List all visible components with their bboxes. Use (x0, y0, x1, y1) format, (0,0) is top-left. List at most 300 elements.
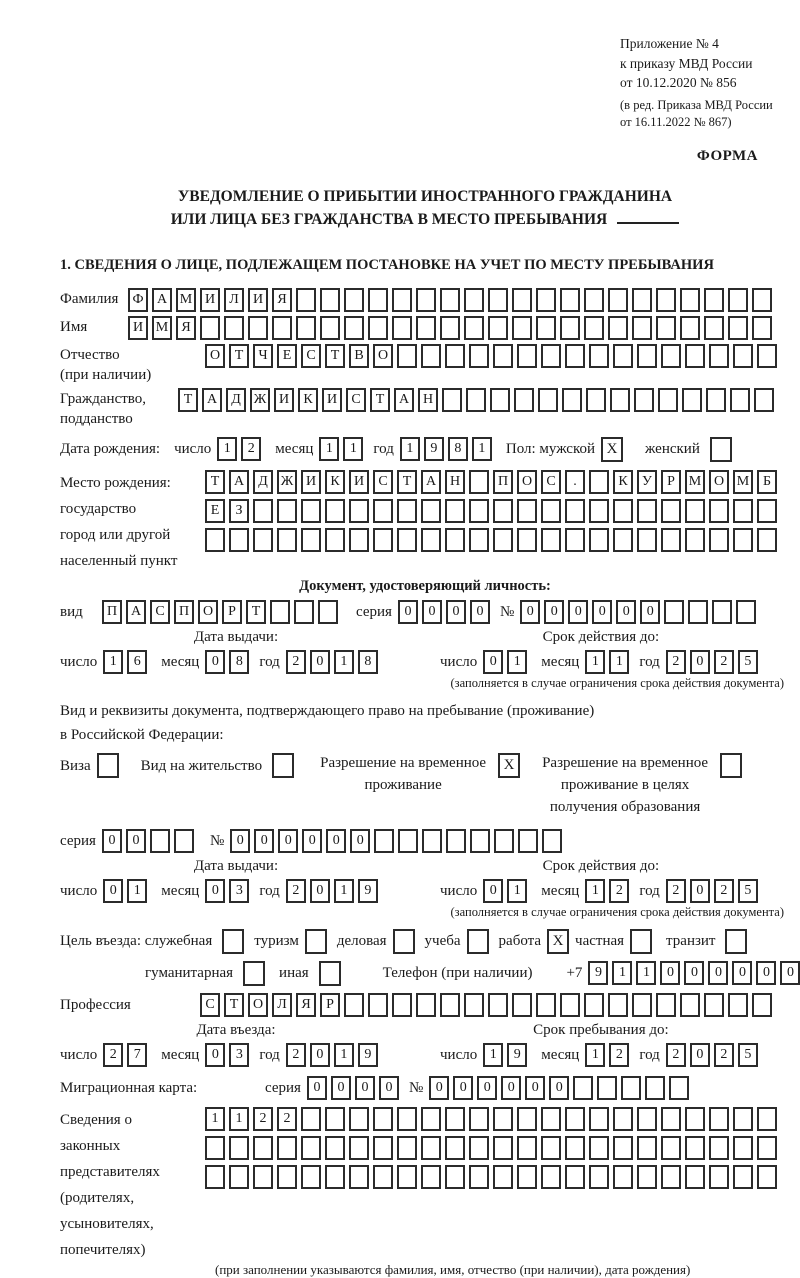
char-cell[interactable] (373, 1107, 393, 1131)
char-cell[interactable]: 7 (127, 1043, 147, 1067)
char-cell[interactable] (517, 1136, 537, 1160)
char-cell[interactable]: М (685, 470, 705, 494)
char-cell[interactable]: 0 (310, 650, 330, 674)
char-cell[interactable] (493, 344, 513, 368)
char-cell[interactable] (586, 388, 606, 412)
char-cell[interactable]: 9 (507, 1043, 527, 1067)
char-cell[interactable]: М (733, 470, 753, 494)
char-cell[interactable] (541, 1107, 561, 1131)
char-cell[interactable]: Ж (250, 388, 270, 412)
char-cell[interactable]: 0 (453, 1076, 473, 1100)
char-cell[interactable]: 0 (302, 829, 322, 853)
char-cell[interactable] (709, 344, 729, 368)
char-cell[interactable] (150, 829, 170, 853)
char-cell[interactable] (440, 993, 460, 1017)
char-cell[interactable] (608, 316, 628, 340)
char-cell[interactable]: Ф (128, 288, 148, 312)
char-cell[interactable] (397, 528, 417, 552)
char-cell[interactable] (709, 499, 729, 523)
char-cell[interactable] (682, 388, 702, 412)
char-cell[interactable] (440, 288, 460, 312)
char-cell[interactable] (512, 316, 532, 340)
checkbox-other-purpose[interactable] (319, 961, 341, 986)
char-cell[interactable]: 0 (230, 829, 250, 853)
char-cell[interactable] (733, 499, 753, 523)
char-cell[interactable] (685, 1107, 705, 1131)
char-cell[interactable] (517, 1107, 537, 1131)
char-cell[interactable]: . (565, 470, 585, 494)
char-cell[interactable]: 3 (229, 879, 249, 903)
char-cell[interactable]: Т (229, 344, 249, 368)
char-cell[interactable]: И (248, 288, 268, 312)
char-cell[interactable] (421, 1107, 441, 1131)
char-cell[interactable] (757, 1165, 777, 1189)
char-cell[interactable]: 0 (102, 829, 122, 853)
checkbox-work[interactable]: X (547, 929, 569, 954)
char-cell[interactable] (373, 1165, 393, 1189)
char-cell[interactable]: 1 (334, 650, 354, 674)
char-cell[interactable] (637, 344, 657, 368)
char-cell[interactable] (632, 993, 652, 1017)
checkbox-temp-residence-education[interactable] (720, 753, 742, 778)
char-cell[interactable] (637, 499, 657, 523)
char-cell[interactable] (685, 499, 705, 523)
char-cell[interactable]: У (637, 470, 657, 494)
char-cell[interactable] (349, 499, 369, 523)
char-cell[interactable]: Ж (277, 470, 297, 494)
char-cell[interactable] (229, 1136, 249, 1160)
char-cell[interactable] (733, 1165, 753, 1189)
char-cell[interactable] (757, 1107, 777, 1131)
char-cell[interactable]: 0 (525, 1076, 545, 1100)
char-cell[interactable] (440, 316, 460, 340)
char-cell[interactable]: 2 (609, 879, 629, 903)
char-cell[interactable] (608, 288, 628, 312)
char-cell[interactable]: И (128, 316, 148, 340)
char-cell[interactable] (669, 1076, 689, 1100)
char-cell[interactable] (517, 344, 537, 368)
checkbox-official[interactable] (222, 929, 244, 954)
char-cell[interactable]: 2 (253, 1107, 273, 1131)
char-cell[interactable]: Я (296, 993, 316, 1017)
char-cell[interactable] (664, 600, 684, 624)
char-cell[interactable]: 0 (310, 879, 330, 903)
char-cell[interactable] (565, 528, 585, 552)
char-cell[interactable] (560, 993, 580, 1017)
char-cell[interactable]: 0 (429, 1076, 449, 1100)
char-cell[interactable] (565, 499, 585, 523)
char-cell[interactable]: Ч (253, 344, 273, 368)
char-cell[interactable]: 0 (520, 600, 540, 624)
char-cell[interactable] (733, 1136, 753, 1160)
char-cell[interactable]: 3 (229, 1043, 249, 1067)
checkbox-tourism[interactable] (305, 929, 327, 954)
char-cell[interactable] (277, 499, 297, 523)
char-cell[interactable] (514, 388, 534, 412)
char-cell[interactable]: 2 (666, 879, 686, 903)
char-cell[interactable] (542, 829, 562, 853)
char-cell[interactable] (325, 1136, 345, 1160)
char-cell[interactable] (205, 1136, 225, 1160)
char-cell[interactable] (349, 1136, 369, 1160)
char-cell[interactable] (318, 600, 338, 624)
char-cell[interactable]: 2 (241, 437, 261, 461)
char-cell[interactable] (680, 316, 700, 340)
char-cell[interactable] (445, 1165, 465, 1189)
char-cell[interactable] (752, 993, 772, 1017)
char-cell[interactable] (229, 528, 249, 552)
char-cell[interactable]: 1 (609, 650, 629, 674)
char-cell[interactable]: 5 (738, 1043, 758, 1067)
char-cell[interactable] (632, 288, 652, 312)
char-cell[interactable] (517, 528, 537, 552)
char-cell[interactable] (445, 1107, 465, 1131)
char-cell[interactable]: 0 (379, 1076, 399, 1100)
char-cell[interactable] (421, 1136, 441, 1160)
char-cell[interactable] (421, 344, 441, 368)
char-cell[interactable] (416, 993, 436, 1017)
char-cell[interactable] (421, 1165, 441, 1189)
char-cell[interactable] (565, 1136, 585, 1160)
char-cell[interactable] (392, 316, 412, 340)
char-cell[interactable] (589, 1107, 609, 1131)
char-cell[interactable]: 2 (286, 1043, 306, 1067)
char-cell[interactable] (469, 1136, 489, 1160)
char-cell[interactable] (374, 829, 394, 853)
char-cell[interactable]: Д (253, 470, 273, 494)
char-cell[interactable]: 0 (422, 600, 442, 624)
char-cell[interactable]: 0 (126, 829, 146, 853)
char-cell[interactable] (589, 1136, 609, 1160)
char-cell[interactable] (565, 344, 585, 368)
char-cell[interactable] (613, 528, 633, 552)
char-cell[interactable] (704, 288, 724, 312)
char-cell[interactable]: 1 (103, 650, 123, 674)
char-cell[interactable] (752, 288, 772, 312)
char-cell[interactable]: 8 (358, 650, 378, 674)
char-cell[interactable]: Е (205, 499, 225, 523)
char-cell[interactable] (658, 388, 678, 412)
char-cell[interactable]: А (126, 600, 146, 624)
char-cell[interactable] (320, 316, 340, 340)
char-cell[interactable] (661, 499, 681, 523)
char-cell[interactable]: Т (224, 993, 244, 1017)
char-cell[interactable] (560, 316, 580, 340)
char-cell[interactable]: 5 (738, 879, 758, 903)
char-cell[interactable] (174, 829, 194, 853)
char-cell[interactable]: 1 (507, 879, 527, 903)
char-cell[interactable] (349, 528, 369, 552)
char-cell[interactable]: О (517, 470, 537, 494)
char-cell[interactable] (469, 1165, 489, 1189)
checkbox-transit[interactable] (725, 929, 747, 954)
char-cell[interactable]: З (229, 499, 249, 523)
char-cell[interactable]: 1 (217, 437, 237, 461)
checkbox-sex-female[interactable] (710, 437, 732, 462)
char-cell[interactable] (632, 316, 652, 340)
char-cell[interactable]: О (248, 993, 268, 1017)
char-cell[interactable]: 2 (666, 650, 686, 674)
char-cell[interactable] (253, 528, 273, 552)
char-cell[interactable] (728, 288, 748, 312)
char-cell[interactable] (205, 1165, 225, 1189)
char-cell[interactable]: П (102, 600, 122, 624)
char-cell[interactable]: 1 (507, 650, 527, 674)
char-cell[interactable] (661, 1136, 681, 1160)
char-cell[interactable]: 1 (585, 879, 605, 903)
char-cell[interactable] (469, 344, 489, 368)
char-cell[interactable]: М (152, 316, 172, 340)
checkbox-residence-permit[interactable] (272, 753, 294, 778)
char-cell[interactable] (270, 600, 290, 624)
char-cell[interactable]: 0 (756, 961, 776, 985)
char-cell[interactable]: 1 (483, 1043, 503, 1067)
char-cell[interactable] (536, 993, 556, 1017)
char-cell[interactable]: 1 (585, 1043, 605, 1067)
char-cell[interactable]: 2 (286, 879, 306, 903)
char-cell[interactable] (541, 528, 561, 552)
char-cell[interactable] (709, 1107, 729, 1131)
char-cell[interactable] (757, 1136, 777, 1160)
char-cell[interactable] (301, 1107, 321, 1131)
char-cell[interactable]: 0 (592, 600, 612, 624)
char-cell[interactable] (728, 993, 748, 1017)
char-cell[interactable]: 2 (714, 650, 734, 674)
char-cell[interactable] (680, 993, 700, 1017)
char-cell[interactable] (709, 528, 729, 552)
char-cell[interactable] (368, 288, 388, 312)
char-cell[interactable]: 1 (612, 961, 632, 985)
char-cell[interactable] (253, 1165, 273, 1189)
char-cell[interactable]: 1 (319, 437, 339, 461)
char-cell[interactable]: Е (277, 344, 297, 368)
char-cell[interactable]: Б (757, 470, 777, 494)
checkbox-business[interactable] (393, 929, 415, 954)
char-cell[interactable] (464, 288, 484, 312)
char-cell[interactable] (565, 1107, 585, 1131)
char-cell[interactable] (445, 528, 465, 552)
char-cell[interactable] (325, 1165, 345, 1189)
char-cell[interactable] (344, 316, 364, 340)
char-cell[interactable] (421, 528, 441, 552)
char-cell[interactable] (469, 1107, 489, 1131)
char-cell[interactable] (488, 316, 508, 340)
char-cell[interactable] (709, 1165, 729, 1189)
char-cell[interactable] (229, 1165, 249, 1189)
char-cell[interactable]: 0 (470, 600, 490, 624)
char-cell[interactable]: 0 (331, 1076, 351, 1100)
char-cell[interactable] (445, 499, 465, 523)
char-cell[interactable]: 0 (205, 1043, 225, 1067)
char-cell[interactable] (757, 499, 777, 523)
char-cell[interactable] (613, 1107, 633, 1131)
char-cell[interactable] (634, 388, 654, 412)
char-cell[interactable]: 0 (544, 600, 564, 624)
char-cell[interactable]: П (174, 600, 194, 624)
char-cell[interactable] (320, 288, 340, 312)
char-cell[interactable] (637, 1107, 657, 1131)
char-cell[interactable] (589, 499, 609, 523)
char-cell[interactable]: 0 (780, 961, 800, 985)
char-cell[interactable]: 0 (205, 650, 225, 674)
char-cell[interactable]: П (493, 470, 513, 494)
char-cell[interactable] (610, 388, 630, 412)
char-cell[interactable]: С (541, 470, 561, 494)
char-cell[interactable]: Т (178, 388, 198, 412)
char-cell[interactable] (712, 600, 732, 624)
char-cell[interactable] (397, 1165, 417, 1189)
char-cell[interactable] (584, 288, 604, 312)
char-cell[interactable] (397, 344, 417, 368)
char-cell[interactable]: К (613, 470, 633, 494)
char-cell[interactable] (200, 316, 220, 340)
char-cell[interactable] (493, 1107, 513, 1131)
char-cell[interactable]: Н (445, 470, 465, 494)
char-cell[interactable] (397, 1107, 417, 1131)
checkbox-private[interactable] (630, 929, 652, 954)
char-cell[interactable] (469, 528, 489, 552)
char-cell[interactable] (442, 388, 462, 412)
char-cell[interactable] (493, 528, 513, 552)
char-cell[interactable] (573, 1076, 593, 1100)
char-cell[interactable] (517, 1165, 537, 1189)
char-cell[interactable]: 0 (690, 1043, 710, 1067)
char-cell[interactable]: 9 (424, 437, 444, 461)
char-cell[interactable]: 2 (666, 1043, 686, 1067)
char-cell[interactable] (536, 288, 556, 312)
char-cell[interactable] (661, 1165, 681, 1189)
char-cell[interactable] (757, 528, 777, 552)
char-cell[interactable]: 1 (343, 437, 363, 461)
char-cell[interactable] (541, 1165, 561, 1189)
char-cell[interactable]: И (301, 470, 321, 494)
char-cell[interactable]: И (200, 288, 220, 312)
char-cell[interactable] (422, 829, 442, 853)
char-cell[interactable] (344, 288, 364, 312)
char-cell[interactable]: 0 (205, 879, 225, 903)
char-cell[interactable] (736, 600, 756, 624)
char-cell[interactable]: 0 (103, 879, 123, 903)
char-cell[interactable]: О (205, 344, 225, 368)
char-cell[interactable] (349, 1165, 369, 1189)
char-cell[interactable]: О (198, 600, 218, 624)
char-cell[interactable] (704, 993, 724, 1017)
char-cell[interactable]: Р (661, 470, 681, 494)
char-cell[interactable] (325, 499, 345, 523)
char-cell[interactable] (685, 344, 705, 368)
char-cell[interactable]: 0 (326, 829, 346, 853)
char-cell[interactable] (733, 528, 753, 552)
char-cell[interactable]: 2 (609, 1043, 629, 1067)
char-cell[interactable] (613, 499, 633, 523)
char-cell[interactable]: С (301, 344, 321, 368)
char-cell[interactable] (248, 316, 268, 340)
char-cell[interactable] (397, 499, 417, 523)
char-cell[interactable] (294, 600, 314, 624)
char-cell[interactable] (518, 829, 538, 853)
char-cell[interactable] (446, 829, 466, 853)
char-cell[interactable] (613, 1136, 633, 1160)
char-cell[interactable]: 2 (714, 879, 734, 903)
char-cell[interactable] (517, 499, 537, 523)
char-cell[interactable]: 0 (708, 961, 728, 985)
char-cell[interactable]: Т (325, 344, 345, 368)
char-cell[interactable]: Н (418, 388, 438, 412)
char-cell[interactable] (272, 316, 292, 340)
char-cell[interactable] (541, 344, 561, 368)
char-cell[interactable] (416, 288, 436, 312)
char-cell[interactable] (253, 1136, 273, 1160)
char-cell[interactable]: 5 (738, 650, 758, 674)
char-cell[interactable]: 1 (334, 879, 354, 903)
char-cell[interactable]: 0 (483, 650, 503, 674)
char-cell[interactable] (656, 316, 676, 340)
char-cell[interactable]: 1 (400, 437, 420, 461)
char-cell[interactable]: 8 (448, 437, 468, 461)
char-cell[interactable] (685, 1136, 705, 1160)
char-cell[interactable] (373, 499, 393, 523)
char-cell[interactable] (709, 1136, 729, 1160)
char-cell[interactable] (301, 499, 321, 523)
char-cell[interactable]: 0 (568, 600, 588, 624)
char-cell[interactable] (536, 316, 556, 340)
char-cell[interactable] (224, 316, 244, 340)
char-cell[interactable]: 0 (355, 1076, 375, 1100)
char-cell[interactable] (493, 1136, 513, 1160)
char-cell[interactable] (584, 316, 604, 340)
char-cell[interactable]: С (346, 388, 366, 412)
checkbox-study[interactable] (467, 929, 489, 954)
char-cell[interactable] (541, 499, 561, 523)
char-cell[interactable] (490, 388, 510, 412)
char-cell[interactable]: 2 (277, 1107, 297, 1131)
char-cell[interactable] (445, 344, 465, 368)
char-cell[interactable]: А (202, 388, 222, 412)
char-cell[interactable]: 6 (127, 650, 147, 674)
char-cell[interactable] (637, 1136, 657, 1160)
char-cell[interactable]: Р (320, 993, 340, 1017)
char-cell[interactable]: С (200, 993, 220, 1017)
char-cell[interactable]: А (421, 470, 441, 494)
char-cell[interactable] (565, 1165, 585, 1189)
char-cell[interactable]: Я (176, 316, 196, 340)
checkbox-sex-male[interactable]: X (601, 437, 623, 462)
char-cell[interactable]: 0 (732, 961, 752, 985)
char-cell[interactable] (621, 1076, 641, 1100)
char-cell[interactable] (301, 1165, 321, 1189)
char-cell[interactable]: 2 (714, 1043, 734, 1067)
char-cell[interactable] (464, 993, 484, 1017)
char-cell[interactable] (469, 499, 489, 523)
char-cell[interactable] (757, 344, 777, 368)
char-cell[interactable]: 0 (690, 879, 710, 903)
char-cell[interactable] (541, 1136, 561, 1160)
char-cell[interactable]: 0 (616, 600, 636, 624)
char-cell[interactable] (469, 470, 489, 494)
char-cell[interactable]: О (373, 344, 393, 368)
char-cell[interactable]: Л (272, 993, 292, 1017)
char-cell[interactable]: 0 (660, 961, 680, 985)
char-cell[interactable]: К (325, 470, 345, 494)
char-cell[interactable]: 0 (501, 1076, 521, 1100)
char-cell[interactable] (301, 528, 321, 552)
char-cell[interactable] (397, 1136, 417, 1160)
char-cell[interactable] (608, 993, 628, 1017)
char-cell[interactable]: Л (224, 288, 244, 312)
char-cell[interactable] (277, 1165, 297, 1189)
char-cell[interactable]: А (152, 288, 172, 312)
char-cell[interactable] (493, 499, 513, 523)
